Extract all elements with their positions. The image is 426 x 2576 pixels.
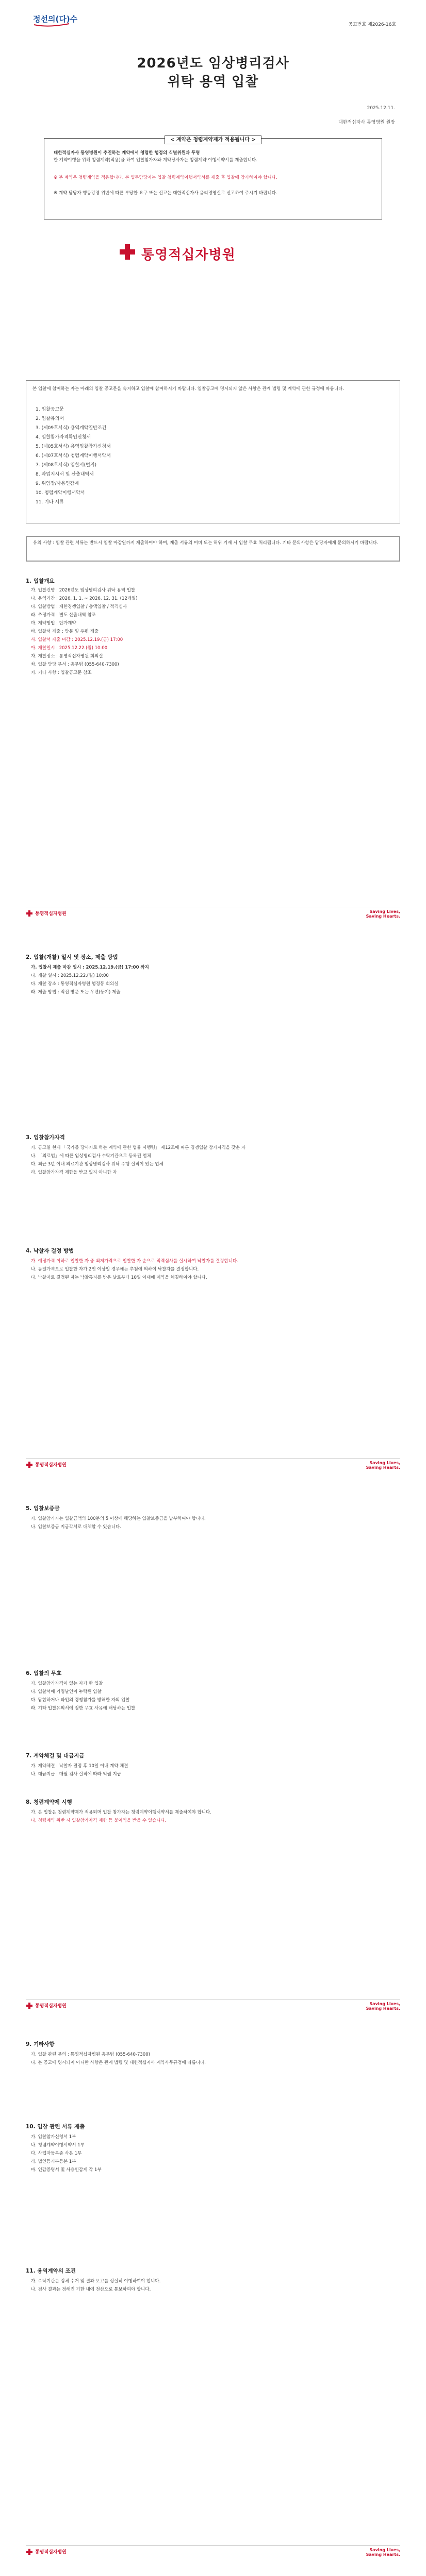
section-line: 다. 담합하거나 타인의 경쟁참가를 방해한 자의 입찰: [31, 1698, 130, 1703]
toc-item: 3. (제09호서식) 용역계약일반조건: [36, 426, 107, 431]
section-line: 가. 입찰참가자는 입찰금액의 100분의 5 이상에 해당하는 입찰보증금을 납부하여야 합니다.: [31, 1516, 206, 1521]
toc-intro: 본 입찰에 참여하는 자는 아래의 입찰 공고문을 숙지하고 입찰에 참여하시기 바랍니다. 입찰공고에 명시되지 않은 사항은 관계 법령 및 계약에 관한 규정에 따릅니다.: [32, 386, 345, 392]
section-line: 나. 청렴계약이행서약서 1부: [31, 2143, 85, 2148]
section-line: 나. 동일가격으로 입찰한 자가 2인 이상일 경우에는 추첨에 의하여 낙찰자를 결정합니다.: [31, 1267, 199, 1272]
toc-item: 5. (제05호서식) 용역입찰참가신청서: [36, 444, 111, 449]
section-line: 아. 개찰일시 : 2025.12.22.(월) 10:00: [31, 646, 108, 651]
section-line: 가. 공고일 현재 「국가를 당사자로 하는 계약에 관한 법률 시행령」 제12조에 따른 경쟁입찰 참가자격을 갖춘 자: [31, 1145, 245, 1150]
toc-item: 11. 기타 서류: [36, 500, 64, 505]
toc-item: 4. 입찰참가자격확인신청서: [36, 435, 91, 440]
section-title: 6. 입찰의 무효: [26, 1670, 62, 1676]
section-line: 마. 계약방법 : 단가계약: [31, 621, 76, 626]
section-line: 라. 제출 방법 : 직접 방문 또는 우편(등기) 제출: [31, 990, 121, 995]
section-line: 다. 개찰 장소 : 통영적십자병원 행정동 회의실: [31, 981, 119, 987]
section-line: 라. 입찰참가자격 제한을 받고 있지 아니한 자: [31, 1170, 117, 1175]
toc-item: 7. (제08호서식) 입찰서(별지): [36, 463, 97, 468]
section-line: 가. 수탁기관은 검체 수거 및 결과 보고를 성실히 이행하여야 합니다.: [31, 2279, 161, 2284]
section-title: 9. 기타사항: [26, 2041, 55, 2047]
section-line: 차. 입찰 담당 부서 : 총무팀 (055-640-7300): [31, 662, 119, 667]
section-line: 카. 기타 사항 : 입찰공고문 참조: [31, 670, 92, 675]
section-line: 나. 용역기간 : 2026. 1. 1. ~ 2026. 12. 31. (12개월): [31, 596, 138, 601]
warning-box: 유의 사항 : 입찰 관련 서류는 반드시 입찰 마감일까지 제출하여야 하며, 제출 서류의 미비 또는 허위 기재 시 입찰 무효 처리됩니다. 기타 문의사항은 담당자에게 문의하시기 바랍니다.: [26, 536, 400, 562]
section-title: 10. 입찰 관련 서류 제출: [26, 2124, 85, 2130]
section-title: 2. 입찰(개찰) 일시 및 장소, 제출 방법: [26, 954, 118, 960]
footer-hospital-name: 통영적십자병원: [35, 2004, 67, 2009]
toc-box: [26, 380, 400, 523]
toc-item: 9. 위임장/사용인감계: [36, 481, 79, 486]
section-line: 가. 입찰건명 : 2026년도 임상병리검사 위탁 용역 입찰: [31, 588, 136, 593]
section-line: 다. 최근 3년 이내 의료기관 임상병리검사 위탁 수행 실적이 있는 업체: [31, 1162, 163, 1167]
toc-item: 8. 과업지시서 및 산출내역서: [36, 472, 94, 477]
hospital-name: 통영적십자병원: [141, 247, 236, 263]
toc-item: 10. 청렴계약이행서약서: [36, 490, 85, 496]
red-cross-icon: [26, 1462, 33, 1468]
footer-slogan: Saving Lives, Saving Hearts.: [366, 2548, 400, 2557]
section-line: 라. 기타 입찰유의서에 정한 무효 사유에 해당하는 입찰: [31, 1706, 136, 1711]
section-line: 가. 입찰참가신청서 1부: [31, 2134, 76, 2140]
section-line: 다. 사업자등록증 사본 1부: [31, 2151, 82, 2156]
section-title: 7. 계약체결 및 대금지급: [26, 1753, 85, 1759]
announcer: 대한적십자사 통영병원 원장: [338, 120, 395, 125]
section-line: 자. 개찰장소 : 통영적십자병원 회의실: [31, 654, 103, 659]
section-line: 라. 추정가격 : 별도 산출내역 참조: [31, 613, 96, 618]
page-footer: [26, 907, 400, 919]
announce-date: 2025.12.11.: [367, 106, 395, 111]
footer-hospital-name: 통영적십자병원: [35, 911, 67, 917]
page-title: 2026년도 임상병리검사 위탁 용역 입찰: [137, 56, 289, 90]
page-footer: [26, 1458, 400, 1470]
section-title: 4. 낙찰자 결정 방법: [26, 1248, 74, 1254]
page-footer: [26, 1999, 400, 2011]
red-cross-icon: [119, 243, 136, 261]
section-line: 나. 입찰서에 기명날인이 누락된 입찰: [31, 1689, 102, 1694]
section-line: 가. 본 입찰은 청렴계약제가 적용되며 입찰 참가자는 청렴계약이행서약서를 제출하여야 합니다.: [31, 1810, 211, 1815]
section-line: 사. 입찰서 제출 마감 : 2025.12.19.(금) 17:00: [31, 637, 123, 642]
section-line: 다. 입찰방법 : 제한경쟁입찰 / 총액입찰 / 적격심사: [31, 604, 127, 609]
notice-line: 한 계약이행을 위해 청렴계약(적용)을 하여 입찰참가자와 계약당사자는 청렴계약 이행서약서를 제출합니다.: [54, 158, 257, 163]
section-line: 마. 인감증명서 및 사용인감계 각 1부: [31, 2167, 102, 2173]
section-title: 5. 입찰보증금: [26, 1505, 60, 1512]
footer-hospital-name: 통영적십자병원: [35, 2550, 67, 2555]
section-line: 가. 입찰서 제출 마감 일시 : 2025.12.19.(금) 17:00 까지: [31, 965, 149, 970]
red-cross-icon: [26, 2549, 33, 2555]
toc-item: 1. 입찰공고문: [36, 407, 64, 412]
section-line: 가. 예정가격 이하로 입찰한 자 중 최저가격으로 입찰한 자 순으로 적격심사를 실시하여 낙찰자를 결정합니다.: [31, 1259, 238, 1264]
section-line: 나. 입찰보증금 지급각서로 대체할 수 있습니다.: [31, 1524, 121, 1530]
notice-heading: < 계약은 청렴계약제가 적용됩니다 >: [165, 135, 261, 144]
red-cross-icon: [26, 910, 33, 917]
red-cross-icon: [26, 2003, 33, 2009]
section-line: 라. 법인등기부등본 1부: [31, 2159, 76, 2164]
section-title: 1. 입찰개요: [26, 578, 55, 584]
agency-logo-text: 정선의(다)수: [33, 14, 78, 24]
section-line: 바. 입찰서 제출 : 방문 및 우편 제출: [31, 629, 99, 634]
doc-number: 공고번호 제2026-16호: [348, 22, 396, 27]
section-line: 가. 입찰참가자격이 없는 자가 한 입찰: [31, 1681, 103, 1686]
section-line: 다. 낙찰자로 결정된 자는 낙찰통지를 받은 날로부터 10일 이내에 계약을 체결하여야 합니다.: [31, 1275, 207, 1280]
section-title: 8. 청렴계약제 시행: [26, 1799, 72, 1805]
section-title: 11. 용역계약의 조건: [26, 2268, 76, 2274]
notice-line: 대한적십자사 통영병원이 추진하는 계약에서 청렴한 행정의 식별위원과 투명: [54, 150, 200, 156]
footer-slogan: Saving Lives, Saving Hearts.: [366, 2002, 400, 2011]
section-line: 나. 청렴계약 위반 시 입찰참가자격 제한 등 불이익을 받을 수 있습니다.: [31, 1818, 167, 1823]
notice-line: ※ 본 계약은 청렴계약을 적용합니다. 본 업무담당자는 입찰 청렴계약이행서약서를 제출 후 입찰에 참가하여야 합니다.: [54, 175, 277, 180]
section-line: 나. 대금지급 : 매월 검사 실적에 따라 익월 지급: [31, 1772, 121, 1777]
agency-logo: [33, 9, 85, 28]
notice-line: ※ 계약 담당자 행동강령 위반에 따른 부당한 요구 또는 신고는 대한적십자사 윤리경영실로 신고하여 주시기 바랍니다.: [54, 191, 277, 196]
footer-slogan: Saving Lives, Saving Hearts.: [366, 909, 400, 919]
section-line: 가. 계약체결 : 낙찰자 결정 후 10일 이내 계약 체결: [31, 1764, 128, 1769]
toc-item: 6. (제07호서식) 청렴계약이행서약서: [36, 453, 111, 459]
hospital-logo: [119, 242, 304, 263]
section-line: 나. 본 공고에 명시되지 아니한 사항은 관계 법령 및 대한적십자사 계약사무규정에 따릅니다.: [31, 2060, 206, 2065]
section-line: 나. 개찰 일시 : 2025.12.22.(월) 10:00: [31, 973, 109, 978]
integrity-notice-box: [44, 138, 382, 219]
section-line: 나. 검사 결과는 정해진 기한 내에 전산으로 통보하여야 합니다.: [31, 2287, 151, 2292]
section-line: 나. 「의료법」에 따른 임상병리검사 수탁기관으로 등록된 업체: [31, 1154, 151, 1159]
footer-hospital-name: 통영적십자병원: [35, 1463, 67, 1468]
footer-slogan: Saving Lives, Saving Hearts.: [366, 1461, 400, 1470]
page-footer: [26, 2545, 400, 2557]
section-title: 3. 입찰참가자격: [26, 1134, 65, 1141]
section-line: 가. 입찰 관련 문의 : 통영적십자병원 총무팀 (055-640-7300): [31, 2052, 150, 2057]
toc-item: 2. 입찰유의서: [36, 416, 64, 421]
